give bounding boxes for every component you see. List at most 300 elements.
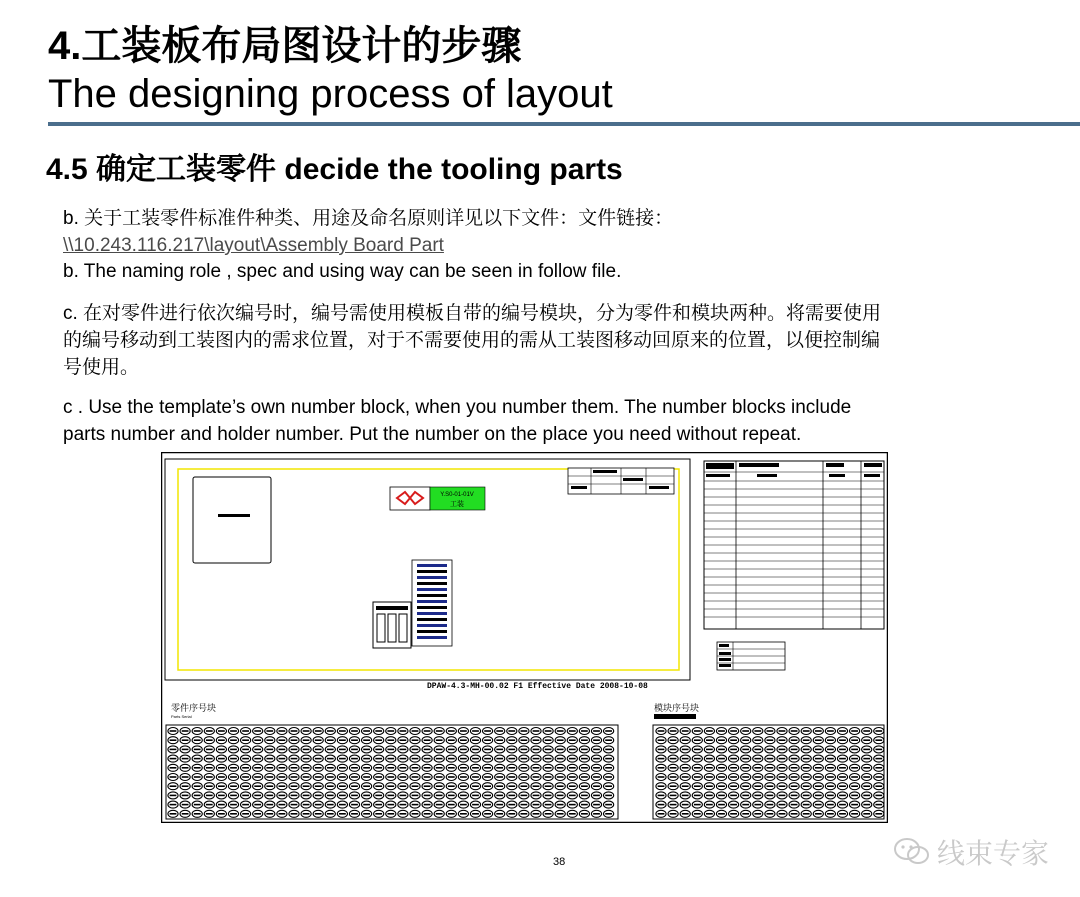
number-bubble-mark xyxy=(803,813,810,815)
number-bubble-mark xyxy=(851,749,858,751)
number-bubble-mark xyxy=(460,785,467,787)
number-bubble-mark xyxy=(182,767,189,769)
number-bubble-mark xyxy=(291,749,298,751)
number-bubble-mark xyxy=(569,776,576,778)
number-bubble-mark xyxy=(448,776,455,778)
number-bubble-mark xyxy=(254,730,261,732)
number-bubble-mark xyxy=(351,785,358,787)
number-bubble-mark xyxy=(254,804,261,806)
number-bubble-mark xyxy=(436,785,443,787)
number-bubble-mark xyxy=(605,758,612,760)
number-bubble-mark xyxy=(658,758,665,760)
number-bubble-mark xyxy=(303,758,310,760)
number-bubble-mark xyxy=(533,804,540,806)
number-bubble-mark xyxy=(557,749,564,751)
number-bubble-mark xyxy=(863,776,870,778)
number-bubble-mark xyxy=(170,785,177,787)
number-bubble-mark xyxy=(730,749,737,751)
number-bubble-mark xyxy=(206,730,213,732)
wechat-icon xyxy=(893,837,931,867)
number-bubble-mark xyxy=(230,758,237,760)
number-bubble-mark xyxy=(521,776,528,778)
number-bubble-mark xyxy=(339,767,346,769)
number-bubble-mark xyxy=(863,785,870,787)
number-bubble-mark xyxy=(742,776,749,778)
number-bubble-mark xyxy=(851,739,858,741)
number-bubble-mark xyxy=(424,730,431,732)
number-bubble-mark xyxy=(230,776,237,778)
number-bubble-mark xyxy=(791,749,798,751)
number-bubble-mark xyxy=(742,730,749,732)
number-bubble-mark xyxy=(303,749,310,751)
number-bubble-mark xyxy=(718,785,725,787)
number-bubble-mark xyxy=(327,749,334,751)
number-bubble-mark xyxy=(448,813,455,815)
number-bubble-mark xyxy=(718,739,725,741)
title-block xyxy=(568,468,674,494)
number-bubble-mark xyxy=(387,739,394,741)
number-bubble-mark xyxy=(508,785,515,787)
number-bubble-mark xyxy=(315,776,322,778)
number-bubble-mark xyxy=(412,739,419,741)
number-bubble-mark xyxy=(472,813,479,815)
number-bubble-mark xyxy=(387,785,394,787)
number-bubble-mark xyxy=(218,749,225,751)
number-bubble-mark xyxy=(730,813,737,815)
number-bubble-mark xyxy=(472,730,479,732)
number-bubble-mark xyxy=(351,749,358,751)
number-bubble-mark xyxy=(315,739,322,741)
number-bubble-mark xyxy=(839,749,846,751)
number-bubble-mark xyxy=(545,767,552,769)
number-bubble-mark xyxy=(791,795,798,797)
number-bubble-mark xyxy=(875,785,882,787)
number-bubble-mark xyxy=(875,739,882,741)
number-bubble-mark xyxy=(327,739,334,741)
number-bubble-mark xyxy=(339,739,346,741)
number-bubble-mark xyxy=(706,767,713,769)
number-bubble-mark xyxy=(658,776,665,778)
number-bubble-mark xyxy=(508,767,515,769)
number-bubble-mark xyxy=(803,758,810,760)
number-bubble-mark xyxy=(218,795,225,797)
number-bubble-mark xyxy=(375,776,382,778)
number-bubble-mark xyxy=(230,795,237,797)
number-bubble-mark xyxy=(851,776,858,778)
number-bubble-mark xyxy=(557,813,564,815)
number-bubble-mark xyxy=(658,749,665,751)
number-bubble-mark xyxy=(472,804,479,806)
number-bubble-mark xyxy=(569,795,576,797)
number-bubble-mark xyxy=(194,804,201,806)
number-bubble-mark xyxy=(327,758,334,760)
number-bubble-mark xyxy=(851,804,858,806)
number-bubble-mark xyxy=(682,776,689,778)
number-bubble-mark xyxy=(815,804,822,806)
number-bubble-mark xyxy=(851,785,858,787)
number-bubble-mark xyxy=(448,795,455,797)
number-bubble-mark xyxy=(279,776,286,778)
number-bubble-mark xyxy=(460,730,467,732)
number-bubble-mark xyxy=(242,758,249,760)
number-bubble-mark xyxy=(424,795,431,797)
number-bubble-mark xyxy=(670,804,677,806)
number-bubble-mark xyxy=(718,776,725,778)
number-bubble-mark xyxy=(472,758,479,760)
watermark-text: 线束专家 xyxy=(937,838,1050,869)
number-bubble-mark xyxy=(339,785,346,787)
number-bubble-mark xyxy=(839,795,846,797)
number-bubble-mark xyxy=(206,758,213,760)
number-bubble-mark xyxy=(339,749,346,751)
number-bubble-mark xyxy=(472,795,479,797)
number-bubble-mark xyxy=(496,804,503,806)
number-bubble-mark xyxy=(496,758,503,760)
drawing-footer-text: DPAW-4.3-MH-00.02 F1 Effective Date 2008-10-08 xyxy=(427,682,648,691)
number-bubble-mark xyxy=(230,813,237,815)
number-bubble-mark xyxy=(593,758,600,760)
number-bubble-mark xyxy=(266,739,273,741)
number-bubble-mark xyxy=(206,749,213,751)
number-bubble-mark xyxy=(484,804,491,806)
number-bubble-mark xyxy=(521,730,528,732)
number-bubble-mark xyxy=(242,730,249,732)
number-bubble-mark xyxy=(803,804,810,806)
logo-box-text-2: 工装 xyxy=(450,500,464,508)
paragraph-c-en-line2: parts number and holder number. Put the number on the place you need without repeat. xyxy=(63,424,802,445)
number-bubble-mark xyxy=(706,785,713,787)
number-bubble-mark xyxy=(670,730,677,732)
number-bubble-mark xyxy=(791,730,798,732)
number-bubble-mark xyxy=(472,776,479,778)
number-bubble-mark xyxy=(521,739,528,741)
number-bubble-mark xyxy=(545,758,552,760)
number-bubble-mark xyxy=(279,739,286,741)
number-bubble-mark xyxy=(484,767,491,769)
number-bubble-mark xyxy=(557,767,564,769)
number-bubble-mark xyxy=(569,758,576,760)
number-bubble-mark xyxy=(448,767,455,769)
number-bubble-mark xyxy=(291,804,298,806)
number-bubble-mark xyxy=(730,730,737,732)
watermark xyxy=(893,832,1049,872)
number-bubble-mark xyxy=(254,813,261,815)
number-bubble-mark xyxy=(791,785,798,787)
number-bubble-mark xyxy=(194,776,201,778)
number-bubble-mark xyxy=(182,730,189,732)
number-bubble-mark xyxy=(730,739,737,741)
number-bubble-mark xyxy=(436,730,443,732)
number-bubble-mark xyxy=(363,730,370,732)
number-bubble-mark xyxy=(496,813,503,815)
number-bubble-mark xyxy=(742,804,749,806)
number-bubble-mark xyxy=(670,767,677,769)
number-bubble-mark xyxy=(400,804,407,806)
number-bubble-mark xyxy=(742,767,749,769)
number-bubble-mark xyxy=(472,767,479,769)
number-bubble-mark xyxy=(291,785,298,787)
number-bubble-mark xyxy=(694,804,701,806)
number-bubble-mark xyxy=(718,813,725,815)
number-bubble-mark xyxy=(593,795,600,797)
number-bubble-mark xyxy=(242,804,249,806)
number-bubble-mark xyxy=(718,758,725,760)
number-bubble-mark xyxy=(803,776,810,778)
number-bubble-mark xyxy=(266,776,273,778)
number-bubble-mark xyxy=(387,776,394,778)
number-bubble-mark xyxy=(779,813,786,815)
number-bubble-mark xyxy=(779,739,786,741)
number-bubble-mark xyxy=(533,739,540,741)
number-bubble-mark xyxy=(412,795,419,797)
number-bubble-mark xyxy=(658,739,665,741)
number-bubble-mark xyxy=(670,813,677,815)
number-bubble-mark xyxy=(218,739,225,741)
number-bubble-mark xyxy=(496,776,503,778)
number-bubble-mark xyxy=(718,767,725,769)
number-bubble-mark xyxy=(875,813,882,815)
number-bubble-mark xyxy=(448,758,455,760)
number-bubble-mark xyxy=(827,776,834,778)
number-bubble-mark xyxy=(593,767,600,769)
number-bubble-mark xyxy=(779,776,786,778)
number-bubble-mark xyxy=(460,776,467,778)
number-bubble-mark xyxy=(581,758,588,760)
number-bubble-mark xyxy=(593,749,600,751)
number-bubble-mark xyxy=(400,758,407,760)
number-bubble-mark xyxy=(545,813,552,815)
number-bubble-mark xyxy=(682,785,689,787)
number-bubble-mark xyxy=(387,758,394,760)
number-bubble-mark xyxy=(839,785,846,787)
number-bubble-mark xyxy=(533,730,540,732)
number-bubble-mark xyxy=(508,804,515,806)
number-bubble-mark xyxy=(694,785,701,787)
number-bubble-mark xyxy=(803,730,810,732)
number-bubble-mark xyxy=(242,749,249,751)
number-bubble-mark xyxy=(694,767,701,769)
number-bubble-mark xyxy=(206,795,213,797)
number-bubble-mark xyxy=(581,813,588,815)
number-bubble-mark xyxy=(754,776,761,778)
number-bubble-mark xyxy=(436,804,443,806)
number-bubble-mark xyxy=(194,739,201,741)
number-bubble-mark xyxy=(767,730,774,732)
number-bubble-mark xyxy=(508,749,515,751)
bom-table xyxy=(704,461,884,629)
number-bubble-mark xyxy=(791,739,798,741)
number-bubble-mark xyxy=(533,749,540,751)
number-bubble-mark xyxy=(170,813,177,815)
number-bubble-mark xyxy=(815,739,822,741)
number-bubble-mark xyxy=(682,804,689,806)
number-bubble-mark xyxy=(742,813,749,815)
number-bubble-mark xyxy=(327,795,334,797)
number-bubble-mark xyxy=(815,749,822,751)
number-bubble-mark xyxy=(569,813,576,815)
number-bubble-mark xyxy=(658,767,665,769)
number-bubble-mark xyxy=(170,730,177,732)
number-bubble-mark xyxy=(706,804,713,806)
number-bubble-mark xyxy=(266,795,273,797)
number-bubble-mark xyxy=(815,785,822,787)
number-bubble-mark xyxy=(218,804,225,806)
number-bubble-mark xyxy=(472,739,479,741)
page-title-en: The designing process of layout xyxy=(48,72,613,116)
number-bubble-mark xyxy=(339,776,346,778)
number-bubble-mark xyxy=(533,776,540,778)
number-bubble-mark xyxy=(767,767,774,769)
paragraph-b-cn: b. 关于工装零件标准件种类、用途及命名原则详见以下文件：文件链接： xyxy=(63,208,674,229)
number-bubble-mark xyxy=(400,813,407,815)
number-bubble-mark xyxy=(605,813,612,815)
number-bubble-mark xyxy=(508,776,515,778)
number-bubble-mark xyxy=(484,739,491,741)
number-bubble-mark xyxy=(815,730,822,732)
number-bubble-mark xyxy=(375,749,382,751)
number-bubble-mark xyxy=(230,804,237,806)
number-bubble-mark xyxy=(460,749,467,751)
number-bubble-mark xyxy=(839,739,846,741)
number-bubble-mark xyxy=(266,813,273,815)
number-bubble-mark xyxy=(521,749,528,751)
number-bubble-mark xyxy=(545,730,552,732)
number-bubble-mark xyxy=(315,795,322,797)
number-bubble-mark xyxy=(791,804,798,806)
number-bubble-mark xyxy=(182,749,189,751)
number-bubble-mark xyxy=(387,749,394,751)
number-bubble-mark xyxy=(658,785,665,787)
number-bubble-mark xyxy=(436,758,443,760)
number-bubble-mark xyxy=(400,739,407,741)
number-bubble-mark xyxy=(767,749,774,751)
number-bubble-mark xyxy=(742,795,749,797)
number-bubble-mark xyxy=(694,776,701,778)
number-bubble-mark xyxy=(682,813,689,815)
number-bubble-mark xyxy=(218,730,225,732)
number-bubble-mark xyxy=(279,785,286,787)
number-bubble-mark xyxy=(863,730,870,732)
number-bubble-mark xyxy=(194,785,201,787)
number-bubble-mark xyxy=(851,795,858,797)
number-bubble-mark xyxy=(767,795,774,797)
number-bubble-mark xyxy=(682,767,689,769)
module-block-label: 模块序号块 xyxy=(654,704,700,714)
number-bubble-mark xyxy=(605,739,612,741)
number-bubble-mark xyxy=(767,813,774,815)
number-bubble-mark xyxy=(658,730,665,732)
number-bubble-mark xyxy=(670,758,677,760)
number-bubble-mark xyxy=(767,804,774,806)
number-bubble-mark xyxy=(557,795,564,797)
number-bubble-mark xyxy=(827,813,834,815)
number-bubble-mark xyxy=(315,758,322,760)
number-bubble-mark xyxy=(266,749,273,751)
number-bubble-mark xyxy=(521,813,528,815)
number-bubble-mark xyxy=(351,767,358,769)
number-bubble-mark xyxy=(496,739,503,741)
title-divider xyxy=(48,122,1080,126)
number-bubble-mark xyxy=(387,804,394,806)
number-bubble-mark xyxy=(754,758,761,760)
number-bubble-mark xyxy=(508,730,515,732)
number-bubble-mark xyxy=(412,776,419,778)
number-bubble-mark xyxy=(754,795,761,797)
number-bubble-mark xyxy=(315,785,322,787)
number-bubble-mark xyxy=(291,767,298,769)
number-bubble-mark xyxy=(339,730,346,732)
number-bubble-mark xyxy=(791,776,798,778)
number-bubble-mark xyxy=(375,804,382,806)
number-bubble-mark xyxy=(206,804,213,806)
number-bubble-mark xyxy=(605,785,612,787)
number-bubble-mark xyxy=(472,785,479,787)
number-bubble-mark xyxy=(875,804,882,806)
number-bubble-mark xyxy=(742,758,749,760)
number-bubble-mark xyxy=(254,767,261,769)
number-bubble-mark xyxy=(315,749,322,751)
number-bubble-mark xyxy=(387,795,394,797)
number-bubble-mark xyxy=(496,730,503,732)
number-bubble-mark xyxy=(327,730,334,732)
number-bubble-mark xyxy=(779,758,786,760)
number-bubble-mark xyxy=(851,730,858,732)
number-bubble-mark xyxy=(754,813,761,815)
number-bubble-mark xyxy=(327,776,334,778)
connector-block xyxy=(373,602,411,648)
number-bubble-mark xyxy=(730,767,737,769)
number-bubble-mark xyxy=(170,758,177,760)
number-bubble-mark xyxy=(218,776,225,778)
number-bubble-mark xyxy=(412,749,419,751)
number-bubble-mark xyxy=(351,758,358,760)
small-legend-table xyxy=(717,642,785,670)
number-bubble-mark xyxy=(557,785,564,787)
number-bubble-mark xyxy=(266,758,273,760)
number-bubble-mark xyxy=(730,758,737,760)
number-bubble-mark xyxy=(533,813,540,815)
number-bubble-mark xyxy=(839,804,846,806)
number-bubble-mark xyxy=(521,767,528,769)
number-bubble-mark xyxy=(363,776,370,778)
number-bubble-mark xyxy=(484,795,491,797)
number-bubble-mark xyxy=(182,804,189,806)
number-bubble-mark xyxy=(242,785,249,787)
number-bubble-mark xyxy=(254,739,261,741)
number-bubble-mark xyxy=(242,767,249,769)
number-bubble-mark xyxy=(682,730,689,732)
number-bubble-mark xyxy=(496,767,503,769)
number-bubble-mark xyxy=(569,739,576,741)
number-bubble-mark xyxy=(400,730,407,732)
number-bubble-mark xyxy=(315,767,322,769)
number-bubble-mark xyxy=(279,758,286,760)
file-link[interactable]: \\10.243.116.217\layout\Assembly Board Part xyxy=(63,235,444,256)
number-bubble-mark xyxy=(291,813,298,815)
number-bubble-mark xyxy=(484,758,491,760)
number-bubble-mark xyxy=(791,813,798,815)
number-bubble-mark xyxy=(779,749,786,751)
number-bubble-mark xyxy=(254,785,261,787)
number-bubble-mark xyxy=(706,758,713,760)
number-bubble-mark xyxy=(670,739,677,741)
number-bubble-mark xyxy=(266,785,273,787)
number-bubble-mark xyxy=(496,795,503,797)
number-bubble-mark xyxy=(706,795,713,797)
number-bubble-mark xyxy=(351,739,358,741)
number-bubble-mark xyxy=(230,749,237,751)
number-bubble-mark xyxy=(230,785,237,787)
